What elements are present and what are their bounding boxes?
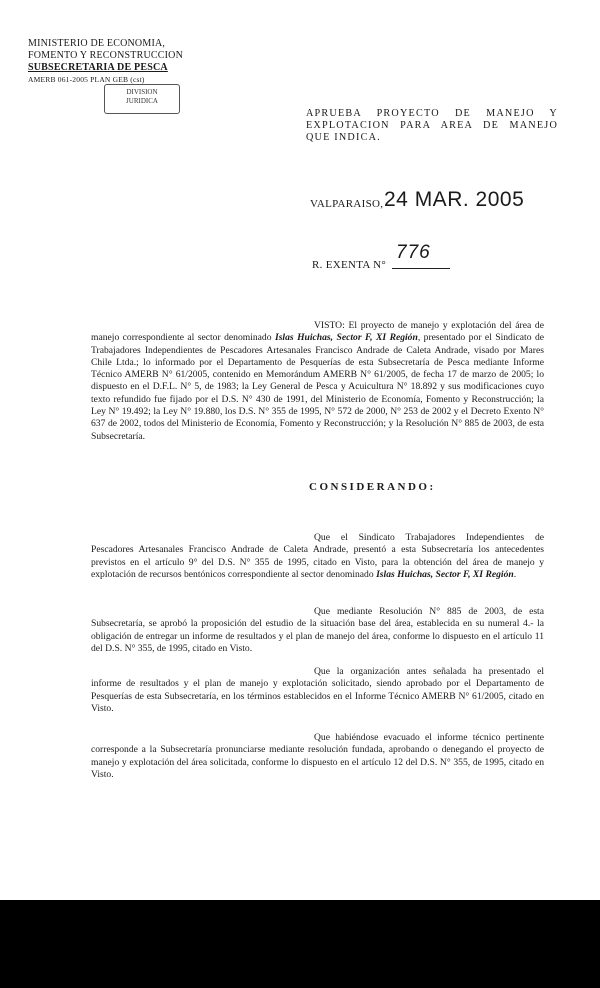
resolution-number-line	[392, 268, 450, 269]
resolution-label: R. EXENTA N°	[312, 259, 387, 271]
stamp-line-2: JURIDICA	[126, 97, 158, 105]
considerando-2-text: Que mediante Resolución N° 885 de 2003, de esta Subsecretaría, se aprobó la proposición del estudio de la situación base del área, establecida en su numeral 4.- la obligación de entregar un informe de resultados y el plan de manejo del área, conforme lo dispuesto en el artículo 11 del D.S. N° 355, de 1995, citado en Visto.	[91, 606, 544, 654]
stamp-line-1: DIVISION	[126, 88, 158, 96]
visto-text-end: , presentado por el Sindicato de Trabajadores Independientes de Pescadores Artesanales Francisco Andrade de Caleta Andrade, visado por Mares Chile Ltda.; lo informado por el Departamento de Pesquerías de esta Subsecretaría de Pesca mediante Informe Técnico AMERB N° 61/2005, contenido en Memorándum AMERB N° 61/2005, de fecha 17 de marzo de 2005; lo dispuesto en el D.F.L. N° 5, de 1983; la Ley General de Pesca y Acuicultura N° 18.892 y sus modificaciones cuyo texto refundido fue fijado por el D.S. N° 430 de 1991, del Ministerio de Economía, Fomento y Reconstrucción; la Ley N° 19.492; la Ley N° 19.880, los D.S. N° 355 de 1995, N° 572 de 2000, N° 253 de 2002 y el Decreto Exento N° 637 de 2002, todos del Ministerio de Economía, Fomento y Reconstrucción; y la Resolución N° 885 de 2003, de esta Subsecretaría.	[91, 332, 544, 442]
place: VALPARAISO,	[310, 198, 384, 210]
considerando-4	[91, 732, 544, 781]
letterhead-ministry-2: FOMENTO Y RECONSTRUCCION	[28, 50, 184, 61]
document-subject: APRUEBA PROYECTO DE MANEJO Y EXPLOTACION PARA AREA DE MANEJO QUE INDICA.	[306, 108, 558, 143]
letterhead-ministry: MINISTERIO DE ECONOMIA,	[28, 38, 166, 49]
considerando-4-text: Que habiéndose evacuado el informe técnico pertinente corresponde a la Subsecretaría pronunciarse mediante resolución fundada, aprobando o denegando el proyecto de manejo y explotación del área solicitada, conforme lo dispuesto en el artículo 12 del D.S. N° 355, de 1995, citado en Visto.	[91, 732, 544, 780]
date-stamp: 24 MAR. 2005	[384, 188, 525, 211]
letterhead-reference: AMERB 061-2005 PLAN GEB (cst)	[28, 75, 145, 84]
visto-text-start: VISTO: El proyecto de manejo y explotación del área de manejo correspondiente al sector denominado	[91, 320, 544, 344]
considerando-1-area-name: Islas Huichas, Sector F, XI Región	[376, 568, 514, 580]
considerando-heading: CONSIDERANDO:	[309, 481, 436, 493]
scan-black-border	[0, 900, 600, 988]
letterhead-subsecretaria: SUBSECRETARIA DE PESCA	[28, 62, 168, 73]
considerando-1	[91, 532, 544, 581]
resolution-number: 776	[396, 242, 431, 263]
letterhead	[28, 38, 208, 86]
visto-area-name: Islas Huichas, Sector F, XI Región	[274, 332, 418, 344]
considerando-3-text: Que la organización antes señalada ha presentado el informe de resultados y el plan de manejo y explotación solicitado, siendo aprobado por el Departamento de Pesquerías de esta Subsecretaría, en los términos establecidos en el Informe Técnico AMERB N° 61/2005, citado en Visto.	[91, 666, 544, 714]
considerando-1-text: Que el Sindicato Trabajadores Independientes de Pescadores Artesanales Francisco Andrade de Caleta Andrade, presentó a esta Subsecretaría los antecedentes previstos en el artículo 9° del D.S. N° 355 de 1995, citado en Visto, para la obtención del área de manejo y explotación de recursos bentónicos correspondiente al sector denominado	[91, 532, 544, 580]
considerando-3	[91, 666, 544, 715]
division-stamp	[104, 84, 180, 114]
considerando-1-end: .	[513, 568, 517, 580]
considerando-2	[91, 606, 544, 655]
visto-paragraph	[91, 320, 544, 443]
